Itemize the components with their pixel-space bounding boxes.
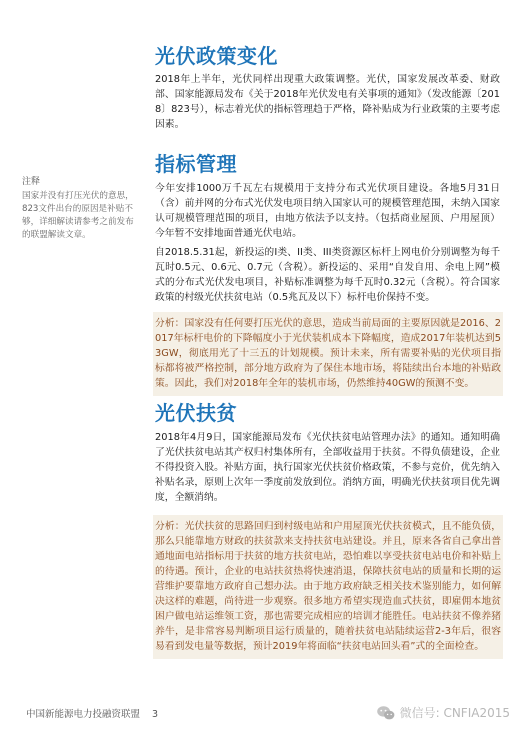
side-note bbox=[22, 176, 136, 242]
indicator-paragraph-1: 今年安排1000万千瓦左右规模用于支持分布式光伏项目建设。各地5月31日（含）前并网的分布式光伏发电项目纳入国家认可的规模管理范围，未纳入国家认可规模管理范围的项目，由地方依法予以支持。（包括商业屋顶、户用屋顶）今年暂不安排地面普通光伏电站。 bbox=[155, 183, 500, 239]
policy-paragraph: 2018年上半年，光伏同样出现重大政策调整。光伏，国家发展改革委、财政部、国家能源局发布《关于2018年光伏发电有关事项的通知》（发改能源〔2018〕823号），标志着光伏的指标管理趋于严格，降补贴成为行业政策的主要考虑因素。 bbox=[155, 74, 500, 130]
wechat-icon bbox=[376, 705, 396, 721]
poverty-analysis-box: 分析：光伏扶贫的思路回归到村级电站和户用屋顶光伏扶贫模式，且不能负债，那么只能靠地方财政的扶贫款来支持扶贫电站建设。并且，原来各省自己拿出普通地面电站指标用于扶贫的地方扶贫电站，恐怕难以享受扶贫电站电价和补贴上的待遇。预计，企业的电站扶贫热将快速消退，保障扶贫电站的质量和长期的运营维护要靠地方政府自己想办法。由于地方政府缺乏相关技术鉴别能力，如何解决这样的难题，尚待进一步观察。很多地方希望实现造血式扶贫，即雇佣本地贫困户做电站运维领工资，那也需要完成相应的培训才能胜任。电站扶贫不像养猪养牛，是非常容易判断项目运行质量的，随着扶贫电站陆续运营2-3年后，很容易看到发电量等数据，预计2019年将面临“扶贫电站回头看”式的全面检查。 bbox=[153, 515, 503, 659]
side-note-body: 国家并没有打压光伏的意思，823文件出台的原因是补贴不够，详细解读请参考之前发布的联盟解读文章。 bbox=[22, 191, 134, 240]
indicator-analysis-box: 分析：国家没有任何要打压光伏的意思，造成当前局面的主要原因就是2016、2017年标杆电价的下降幅度小于光伏装机成本下降幅度，造成2017年装机达到53GW，彻底用光了十三五的计划规模。预计未来，所有需要补贴的光伏项目指标都将被严格控制，部分地方政府为了保住本地市场，将陆续出台本地的补贴政策。因此，我们对2018年全年的装机市场，仍然维持40GW的预测不变。 bbox=[153, 312, 503, 396]
section-title-indicator: 指标管理 bbox=[155, 152, 237, 176]
watermark bbox=[376, 704, 510, 721]
indicator-paragraph-2: 自2018.5.31起，新投运的I类、II类、III类资源区标杆上网电价分别调整为每千瓦时0.5元、0.6元、0.7元（含税）。新投运的、采用“自发自用、余电上网”模式的分布式光伏发电项目，补贴标准调整为每千瓦时0.32元（含税）。符合国家政策的村级光伏扶贫电站（0.5兆瓦及以下）标杆电价保持不变。 bbox=[155, 247, 500, 303]
page-number: 3 bbox=[152, 709, 159, 720]
section-title-policy: 光伏政策变化 bbox=[155, 44, 278, 68]
section-title-poverty: 光伏扶贫 bbox=[155, 401, 237, 425]
side-note-title: 注释 bbox=[22, 177, 41, 187]
poverty-paragraph: 2018年4月9日，国家能源局发布《光伏扶贫电站管理办法》的通知。通知明确了光伏扶贫电站其产权归村集体所有，全部收益用于扶贫。不得负债建设，企业不得投资入股。补贴方面，执行国家光伏扶贫价格政策，不参与竞价，优先纳入补贴名录，原则上次年一季度前发放到位。消纳方面，明确光伏扶贫项目优先调度，全额消纳。 bbox=[155, 432, 500, 503]
footer-org: 中国新能源电力投融资联盟 bbox=[26, 709, 141, 720]
watermark-text: 微信号: CNFIA2015 bbox=[399, 706, 510, 720]
footer-left bbox=[26, 706, 158, 720]
